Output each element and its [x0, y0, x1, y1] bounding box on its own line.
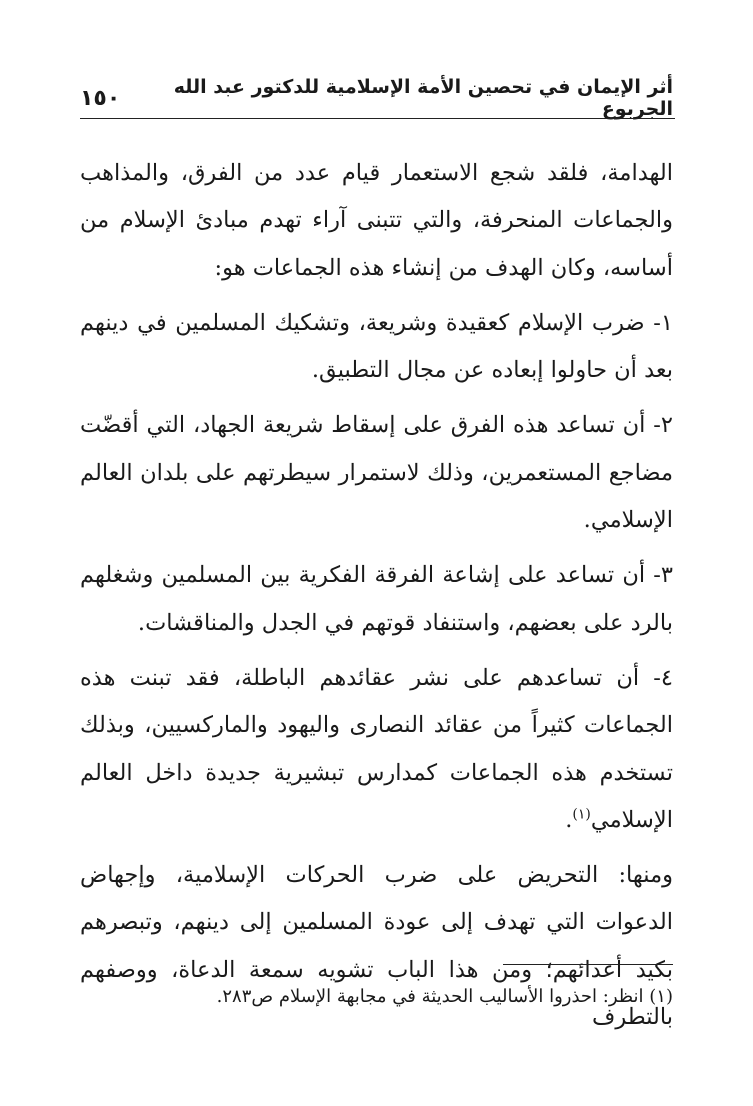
- list-item-4-text: ٤- أن تساعدهم على نشر عقائدهم الباطلة، فقد تبنت هذه الجماعات كثيراً من عقائد النصارى واليهود والماركسيين، وبذلك تستخدم هذه الجماعات كمدارس تبشيرية جديدة داخل العالم الإسلامي: [80, 664, 673, 833]
- list-item-3: ٣- أن تساعد على إشاعة الفرقة الفكرية بين المسلمين وشغلهم بالرد على بعضهم، واستنفاد قوتهم في الجدل والمناقشات.: [80, 562, 673, 636]
- page-number: ١٥٠: [80, 85, 121, 111]
- paragraph-closing: ومنها: التحريض على ضرب الحركات الإسلامية، وإجهاض الدعوات التي تهدف إلى عودة المسلمين إلى دينهم، وتبصرهم بكيد أعدائهم؛ ومن هذا الباب تشويه سمعة الدعاة، ووصفهم بالتطرف: [80, 862, 673, 1031]
- header-rule: [80, 118, 675, 119]
- list-item-1: ١- ضرب الإسلام كعقيدة وشريعة، وتشكيك المسلمين في دينهم بعد أن حاولوا إبعاده عن مجال التطبيق.: [80, 309, 673, 384]
- footnote: (١) انظر: احذروا الأساليب الحديثة في مجابهة الإسلام ص٢٨٣.: [216, 986, 673, 1007]
- running-title: أثر الإيمان في تحصين الأمة الإسلامية للدكتور عبد الله الجربوع: [173, 76, 673, 120]
- running-head: [80, 78, 673, 118]
- footnote-rule: [503, 964, 673, 965]
- list-item-4-end: .: [565, 806, 573, 833]
- footnote-reference: (١): [572, 806, 591, 823]
- list-item-4: [80, 655, 673, 844]
- list-item-2: ٢- أن تساعد هذه الفرق على إسقاط شريعة الجهاد، التي أقضّت مضاجع المستعمرين، وذلك لاستمرار سيطرتهم على بلدان العالم الإسلامي.: [80, 412, 673, 534]
- body-text: [80, 150, 673, 1049]
- paragraph-intro: الهدامة، فلقد شجع الاستعمار قيام عدد من الفرق، والمذاهب والجماعات المنحرفة، والتي تتبنى آراء تهدم مبادئ الإسلام من أساسه، وكان الهدف من إنشاء هذه الجماعات هو:: [80, 160, 673, 281]
